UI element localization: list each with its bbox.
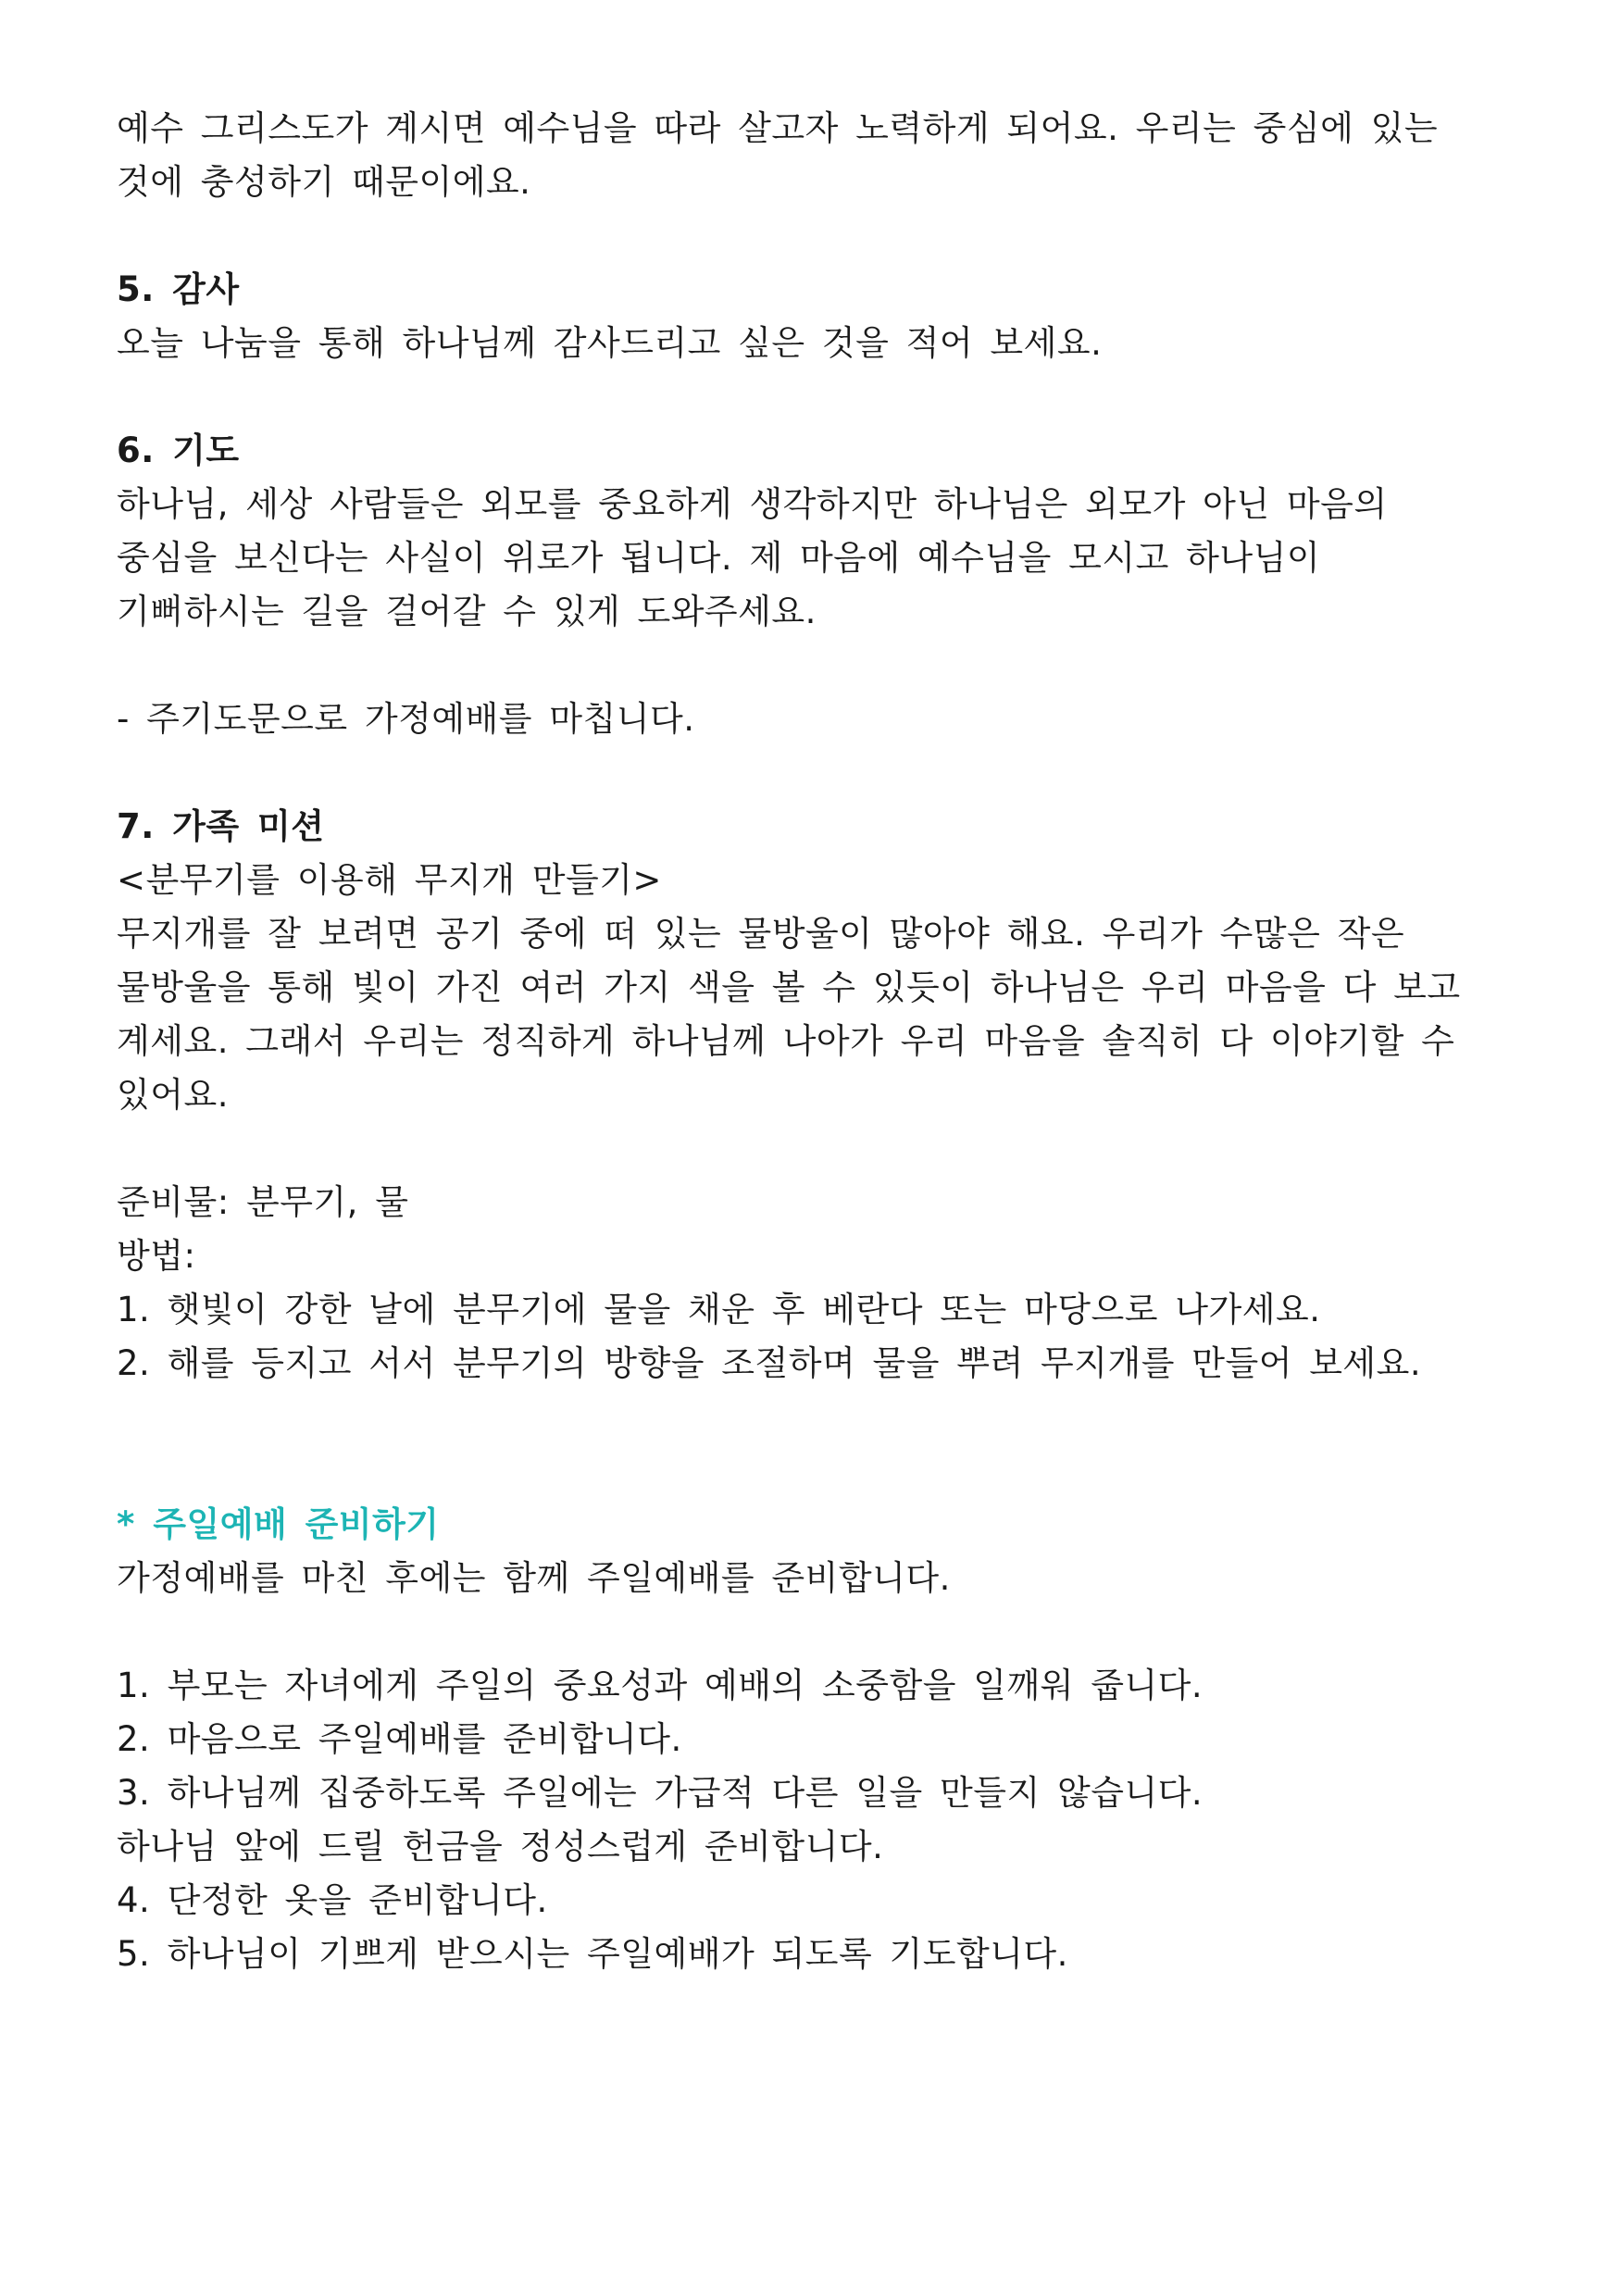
paragraph-line: 가정예배를 마친 후에는 함께 주일예배를 준비합니다.	[117, 1558, 951, 1598]
list-item: 1. 부모는 자녀에게 주일의 중요성과 예배의 소중함을 일깨워 줍니다.	[117, 1666, 1204, 1705]
section-heading-sunday-prep: * 주일예배 준비하기	[117, 1504, 440, 1544]
list-item: 4. 단정한 옷을 준비합니다.	[117, 1880, 548, 1920]
mission-subtitle: <분무기를 이용해 무지개 만들기>	[117, 860, 662, 900]
document-page	[117, 102, 1505, 1981]
method-step: 1. 햇빛이 강한 날에 분무기에 물을 채운 후 베란다 또는 마당으로 나가세요.	[117, 1290, 1321, 1329]
paragraph-line: 계세요. 그래서 우리는 정직하게 하나님께 나아가 우리 마음을 솔직히 다 이야기할 수	[117, 1021, 1455, 1061]
list-item: 2. 마음으로 주일예배를 준비합니다.	[117, 1719, 682, 1759]
method-label: 방법:	[117, 1236, 196, 1276]
paragraph-line: 오늘 나눔을 통해 하나님께 감사드리고 싶은 것을 적어 보세요.	[117, 323, 1103, 363]
paragraph-line: 중심을 보신다는 사실이 위로가 됩니다. 제 마음에 예수님을 모시고 하나님이	[117, 538, 1321, 578]
section-family-mission	[117, 800, 1505, 1391]
paragraph-line: 하나님, 세상 사람들은 외모를 중요하게 생각하지만 하나님은 외모가 아닌 마음의	[117, 484, 1388, 524]
list-item: 3. 하나님께 집중하도록 주일에는 가급적 다른 일을 만들지 않습니다.	[117, 1773, 1204, 1813]
section-sunday-prep	[117, 1498, 1505, 1981]
list-item: 하나님 앞에 드릴 헌금을 정성스럽게 준비합니다.	[117, 1827, 884, 1866]
paragraph-line: 기뻐하시는 길을 걸어갈 수 있게 도와주세요.	[117, 592, 817, 631]
paragraph-line: 것에 충성하기 때문이에요.	[117, 162, 531, 202]
paragraph-line: 무지개를 잘 보려면 공기 중에 떠 있는 물방울이 많아야 해요. 우리가 수많은 작은	[117, 914, 1405, 954]
closing-note: - 주기도문으로 가정예배를 마칩니다.	[117, 699, 695, 739]
method-step: 2. 해를 등지고 서서 분무기의 방향을 조절하며 물을 뿌려 무지개를 만들어 보세요.	[117, 1343, 1422, 1383]
section-prayer	[117, 424, 1505, 746]
section-heading-thanks: 5. 감사	[117, 269, 240, 309]
paragraph-line: 예수 그리스도가 계시면 예수님을 따라 살고자 노력하게 되어요. 우리는 중심에 있는	[117, 108, 1439, 148]
section-heading-prayer: 6. 기도	[117, 430, 240, 470]
paragraph-line: 물방울을 통해 빛이 가진 여러 가지 색을 볼 수 있듯이 하나님은 우리 마음을 다 보고	[117, 967, 1461, 1007]
materials-line: 준비물: 분무기, 물	[117, 1182, 409, 1222]
paragraph-line: 있어요.	[117, 1075, 229, 1115]
list-item: 5. 하나님이 기쁘게 받으시는 주일예배가 되도록 기도합니다.	[117, 1934, 1068, 1974]
section-heading-family-mission: 7. 가족 미션	[117, 806, 325, 846]
section-thanks	[117, 263, 1505, 370]
intro-paragraph	[117, 102, 1505, 209]
